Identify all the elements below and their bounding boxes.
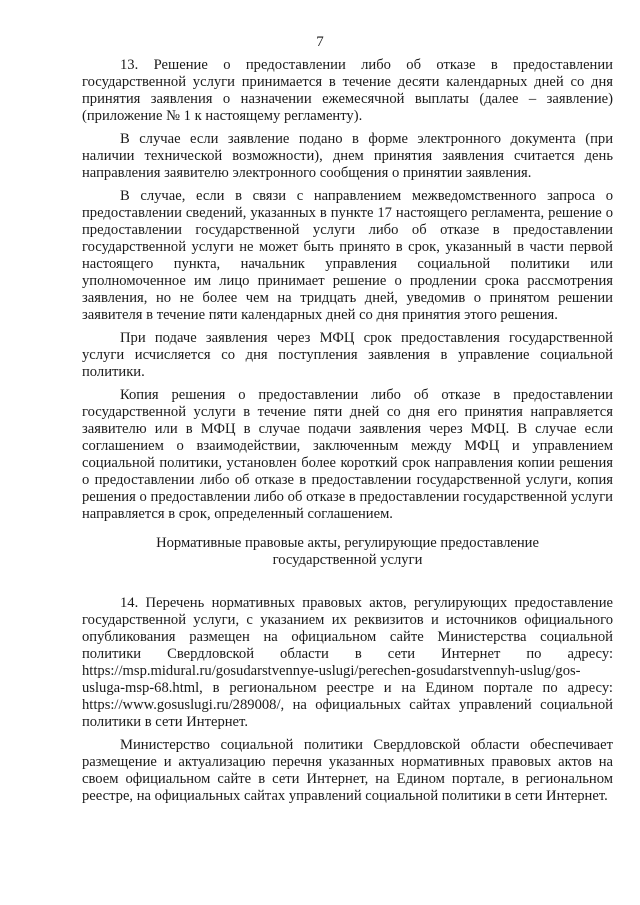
page-number: 7 [316, 34, 324, 50]
paragraph-14-text-middle: , в региональном реестре и на Едином портале по адресу: [199, 680, 613, 696]
paragraph-14-text-end: , на официальных сайтах управлений социальной политики в сети Интернет. [82, 697, 613, 730]
msp-website-link[interactable]: https://msp.midural.ru/gosudarstvennye-uslugi/perechen-gosudarstvennyh-uslug/gos-usluga-msp-68.html [82, 663, 581, 696]
paragraph-13-electronic-application: В случае если заявление подано в форме электронного документа (при наличии технической возможности), днем принятия заявления считается день направления заявителю электронного сообщения о принятии заявления. [82, 131, 613, 181]
section-heading-line-1: Нормативные правовые акты, регулирующие предоставление [156, 535, 539, 551]
section-heading [82, 535, 613, 569]
document-body [82, 57, 613, 811]
paragraph-13-mfc-term: При подаче заявления через МФЦ срок предоставления государственной услуги исчисляется со дня поступления заявления в управление социальной политики. [82, 330, 613, 380]
gosuslugi-link[interactable]: https://www.gosuslugi.ru/289008/ [82, 697, 281, 713]
paragraph-13-decision-copy: Копия решения о предоставлении либо об отказе в предоставлении государственной услуги в течение пяти дней со дня его принятия направляется заявителю или в МФЦ в случае подачи заявления через МФЦ. В случае если соглашением о взаимодействии, заключенным между МФЦ и управлением социальной политики, установлен более короткий срок направления копии решения о предоставлении либо об отказе в предоставлении государственной услуги, копия решения о предоставлении либо об отказе в предоставлении государственной услуги направляется в срок, определенный соглашением. [82, 387, 613, 522]
paragraph-14-legal-acts-list [82, 595, 613, 731]
paragraph-13-term-extension: В случае, если в связи с направлением межведомственного запроса о предоставлении сведений, указанных в пункте 17 настоящего регламента, решение о предоставлении государственной услуги либо об отказе в предоставлении государственной услуги не может быть принято в срок, указанный в части первой настоящего пункта, начальник управления социальной политики или уполномоченное им лицо принимает решение о продлении срока рассмотрения заявления, но не более чем на тридцать дней, уведомив о принятом решении заявителя в течение пяти календарных дней со дня принятия этого решения. [82, 188, 613, 323]
paragraph-13-decision-term: 13. Решение о предоставлении либо об отказе в предоставлении государственной услуги принимается в течение десяти календарных дней со дня принятия заявления о назначении ежемесячной выплаты (далее – заявление) (приложение № 1 к настоящему регламенту). [82, 57, 613, 124]
paragraph-14-ministry-publication: Министерство социальной политики Свердловской области обеспечивает размещение и актуализацию перечня указанных нормативных правовых актов на своем официальном сайте в сети Интернет, на Едином портале, в региональном реестре, на официальных сайтах управлений социальной политики в сети Интернет. [82, 737, 613, 804]
section-heading-line-2: государственной услуги [272, 552, 423, 568]
paragraph-14-text-start: 14. Перечень нормативных правовых актов, регулирующих предоставление государственной услуги, с указанием их реквизитов и источников официального опубликования размещен на официальном сайте Министерства социальной политики Свердловской области в сети Интернет по адресу: [82, 595, 613, 662]
